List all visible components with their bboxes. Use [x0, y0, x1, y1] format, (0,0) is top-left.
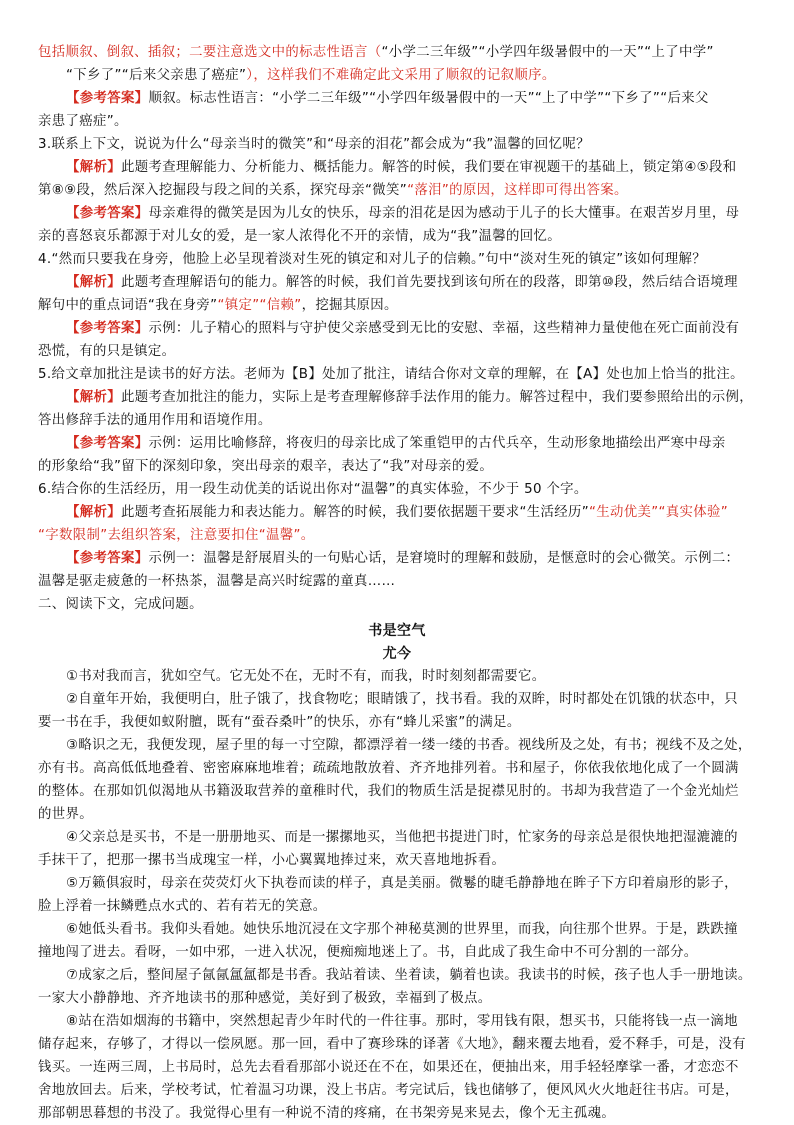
text-line [38, 364, 744, 386]
text-segment: 示例：儿子精心的照料与守护使父亲感受到无比的安慰、幸福，这些精神力量使他在死亡面前没有 [148, 321, 740, 336]
text-segment: “生动优美”“真实体验” [588, 505, 729, 520]
text-line [38, 525, 315, 547]
text-segment: ），这样我们不难确定此文采用了顺叙的记叙顺序。 [246, 68, 556, 83]
text-segment: 一家大小静静地、齐齐地读书的那种感觉，美好到了极致，幸福到了极点。 [38, 991, 492, 1006]
text-segment: ⑤万籁俱寂时，母亲在荧荧灯火下执卷而读的样子，真是美丽。微鬈的睫毛静静地在眸子下方印着扇形的影子， [66, 876, 738, 891]
text-segment: 3.联系上下文，说说为什么“母亲当时的微笑”和“母亲的泪花”都会成为“我”温馨的回忆呢？ [38, 137, 590, 152]
text-segment: 顺叙。标志性语言：“小学二三年级”“小学四年级暑假中的一天”“上了中学”“下乡了”“后来父 [148, 91, 709, 106]
text-line [66, 502, 728, 524]
text-segment: “字数限制” [38, 528, 108, 543]
text-segment: ⑥她低头看书。我仰头看她。她快乐地沉浸在文字那个神秘莫测的世界里，而我，向往那个世界。于是，跌跌撞 [66, 922, 738, 937]
text-segment: 4.“然而只要我在身旁，他脸上必呈现着淡对生死的镇定和对儿子的信赖。”句中“淡对生死的镇定”该如何理解？ [38, 252, 706, 267]
text-line [38, 712, 521, 734]
text-line [66, 689, 738, 711]
text-line [66, 88, 709, 110]
text-segment: 【参考答案】 [66, 91, 149, 106]
text-line [66, 1011, 738, 1033]
text-line [38, 479, 588, 501]
text-line [66, 965, 752, 987]
text-segment: 【解析】 [66, 160, 121, 175]
text-line [38, 804, 93, 826]
text-segment: 【解析】 [66, 275, 121, 290]
text-segment: ⑧站在浩如烟海的书籍中，突然想起青少年时代的一件往事。那时，零用钱有限，想买书，只能将钱一点一滴地 [66, 1014, 738, 1029]
text-segment: 包括顺叙、倒叙、插叙；二要注意选文中的标志性语言（ [38, 45, 382, 60]
text-segment: 此题考查理解语句的能力。解答的时候，我们首先要找到该句所在的段落，即第⑩段，然后结合语境理 [120, 275, 738, 290]
text-line [38, 1057, 739, 1079]
text-segment: 此题考查拓展能力和表达能力。解答的时候，我们要依据题干要求“生活经历” [120, 505, 589, 520]
text-segment: 示例一：温馨是舒展眉头的一句贴心话，是窘境时的理解和鼓励，是惬意时的会心微笑。示例二： [148, 551, 740, 566]
text-segment: 手抹干了，把那一摞书当成瑰宝一样，小心翼翼地捧过来，欢天喜地地拆看。 [38, 853, 506, 868]
text-segment: 尤今 [382, 646, 412, 662]
text-segment: 舍地放回去。后来，学校考试，忙着温习功课，没上书店。考完试后，钱也储够了，便风风火火地赶往书店。可是， [38, 1083, 739, 1098]
text-line [38, 295, 398, 317]
text-segment: 亦有书。高高低低地叠着、密密麻麻地堆着；疏疏地散放着、齐齐地排列着。书和屋子，你依我依地化成了一个圆满 [38, 761, 739, 776]
text-segment: 恐慌，有的只是镇定。 [38, 344, 176, 359]
text-segment: “下乡了”“后来父亲患了癌症” [66, 68, 247, 83]
text-line [38, 850, 505, 872]
text-line [38, 781, 739, 803]
text-line [66, 387, 753, 409]
text-segment: 的世界。 [38, 807, 93, 822]
text-segment: ①书对我而言，犹如空气。它无处不在，无时不有，而我，时时刻刻都需要它。 [66, 669, 546, 684]
text-segment: ⑦成家之后，整间屋子氤氤氲氲都是书香。我站着读、坐着读，躺着也读。我读书的时候，孩子也人手一册地读。 [66, 968, 752, 983]
text-segment: 温馨是驱走疲惫的一杯热茶，温馨是高兴时绽露的童真…… [38, 574, 396, 589]
text-segment: 母亲难得的微笑是因为儿女的快乐，母亲的泪花是因为感动于儿子的长大懂事。在艰苦岁月里，母 [148, 206, 740, 221]
text-segment: 那部朝思暮想的书没了。我觉得心里有一种说不清的疼痛，在书架旁晃来晃去，像个无主孤魂。 [38, 1106, 616, 1121]
text-line [66, 65, 556, 87]
text-segment: 6.结合你的生活经历，用一段生动优美的话说出你对“温馨”的真实体验，不少于 50 个字。 [38, 482, 588, 497]
text-segment: 第⑧⑨段，然后深入挖掘段与段之间的关系，探究母亲“微笑” [38, 183, 408, 198]
text-line [38, 226, 561, 248]
text-line [66, 666, 546, 688]
text-segment: 5.给文章加批注是读书的好方法。老师为【B】处加了批注，请结合你对文章的理解，在【A】处也加上恰当的批注。 [38, 367, 744, 382]
text-segment: 去组织答案，注意要扣住“温馨”。 [107, 528, 315, 543]
text-segment: 亲的喜怒哀乐都源于对儿女的爱，是一家人浓得化不开的亲情，成为“我”温馨的回忆。 [38, 229, 561, 244]
text-segment: 解句中的重点词语“我在身旁” [38, 298, 218, 313]
text-segment: 答出修辞手法的通用作用和语境作用。 [38, 413, 272, 428]
text-segment: “小学二三年级”“小学四年级暑假中的一天”“上了中学” [381, 45, 714, 60]
text-line [66, 548, 739, 570]
text-segment: 二、阅读下文，完成问题。 [38, 597, 203, 612]
text-segment: 书是空气 [368, 623, 426, 639]
text-segment: ，挖掘其原因。 [301, 298, 398, 313]
text-line [66, 433, 726, 455]
text-line [38, 1034, 746, 1056]
text-line [38, 758, 739, 780]
text-line [66, 919, 738, 941]
text-segment: 示例：运用比喻修辞，将夜归的母亲比成了笨重铠甲的古代兵卒，生动形象地描绘出严寒中母亲 [148, 436, 726, 451]
text-line [38, 134, 590, 156]
text-line [66, 827, 738, 849]
text-line [38, 42, 714, 64]
text-segment: ③略识之无，我便发现，屋子里的每一寸空隙，都漂浮着一缕一缕的书香。视线所及之处，有书；视线不及之处， [66, 738, 752, 753]
text-segment: “落泪”的原因，这样即可得出答案。 [407, 183, 628, 198]
text-segment: ②自童年开始，我便明白，肚子饿了，找食物吃；眼睛饿了，找书看。我的双眸，时时都处在饥饿的状态中，只 [66, 692, 738, 707]
text-segment: 【参考答案】 [66, 551, 149, 566]
text-line [38, 1103, 615, 1125]
text-line [38, 341, 175, 363]
text-line [38, 571, 395, 593]
text-segment: 【解析】 [66, 505, 121, 520]
text-segment: 要一书在手，我便如蚁附膻，既有“蚕吞桑叶”的快乐，亦有“蜂儿采蜜”的满足。 [38, 715, 521, 730]
text-line [38, 942, 698, 964]
text-segment: 【参考答案】 [66, 436, 149, 451]
text-segment: “镇定”“信赖” [217, 298, 302, 313]
text-segment: 钱买。一连两三周，上书局时，总先去看看那部小说还在不在，如果还在，便抽出来，用手轻轻摩挲一番，才恋恋不 [38, 1060, 739, 1075]
passage-heading [0, 620, 794, 642]
text-segment: ④父亲总是买书，不是一册册地买、而是一摞摞地买，当他把书提进门时，忙家务的母亲总是很快地把湿漉漉的 [66, 830, 738, 845]
text-line [38, 410, 272, 432]
text-segment: 撞地闯了进去。看呀，一如中邪，一进入状况，便痴痴地迷上了。书，自此成了我生命中不可分割的一部分。 [38, 945, 698, 960]
text-segment: 亲患了癌症”。 [38, 114, 128, 129]
text-segment: 的整体。在那如饥似渴地从书籍汲取营养的童稚时代，我们的物质生活是捉襟见肘的。书却为我营造了一个金光灿烂 [38, 784, 739, 799]
text-line [38, 180, 628, 202]
text-line [38, 111, 128, 133]
text-segment: 【参考答案】 [66, 321, 149, 336]
text-line [38, 594, 203, 616]
text-line [38, 896, 327, 918]
text-segment: 的形象给“我”留下的深刻印象，突出母亲的艰辛，表达了“我”对母亲的爱。 [38, 459, 494, 474]
text-line [66, 873, 738, 895]
text-segment: 【参考答案】 [66, 206, 149, 221]
text-line [66, 272, 738, 294]
text-segment: 【解析】 [66, 390, 121, 405]
text-line [38, 988, 491, 1010]
text-line [66, 157, 737, 179]
text-segment: 脸上浮着一抹鳞甦点水式的、若有若无的笑意。 [38, 899, 327, 914]
text-segment: 此题考查理解能力、分析能力、概括能力。解答的时候，我们要在审视题干的基础上，锁定第④⑤段和 [120, 160, 737, 175]
text-line [38, 456, 493, 478]
passage-heading [0, 643, 794, 665]
text-line [66, 203, 739, 225]
text-segment: 此题考查加批注的能力，实际上是考查理解修辞手法作用的能力。解答过程中，我们要参照给出的示例， [120, 390, 754, 405]
text-line [38, 249, 706, 271]
text-line [38, 1080, 739, 1102]
text-line [66, 735, 752, 757]
text-line [66, 318, 739, 340]
text-segment: 储存起来，存够了，才得以一偿夙愿。那一回，看中了赛珍珠的译著《大地》，翻来覆去地看，爱不释手，可是，没有 [38, 1037, 746, 1052]
